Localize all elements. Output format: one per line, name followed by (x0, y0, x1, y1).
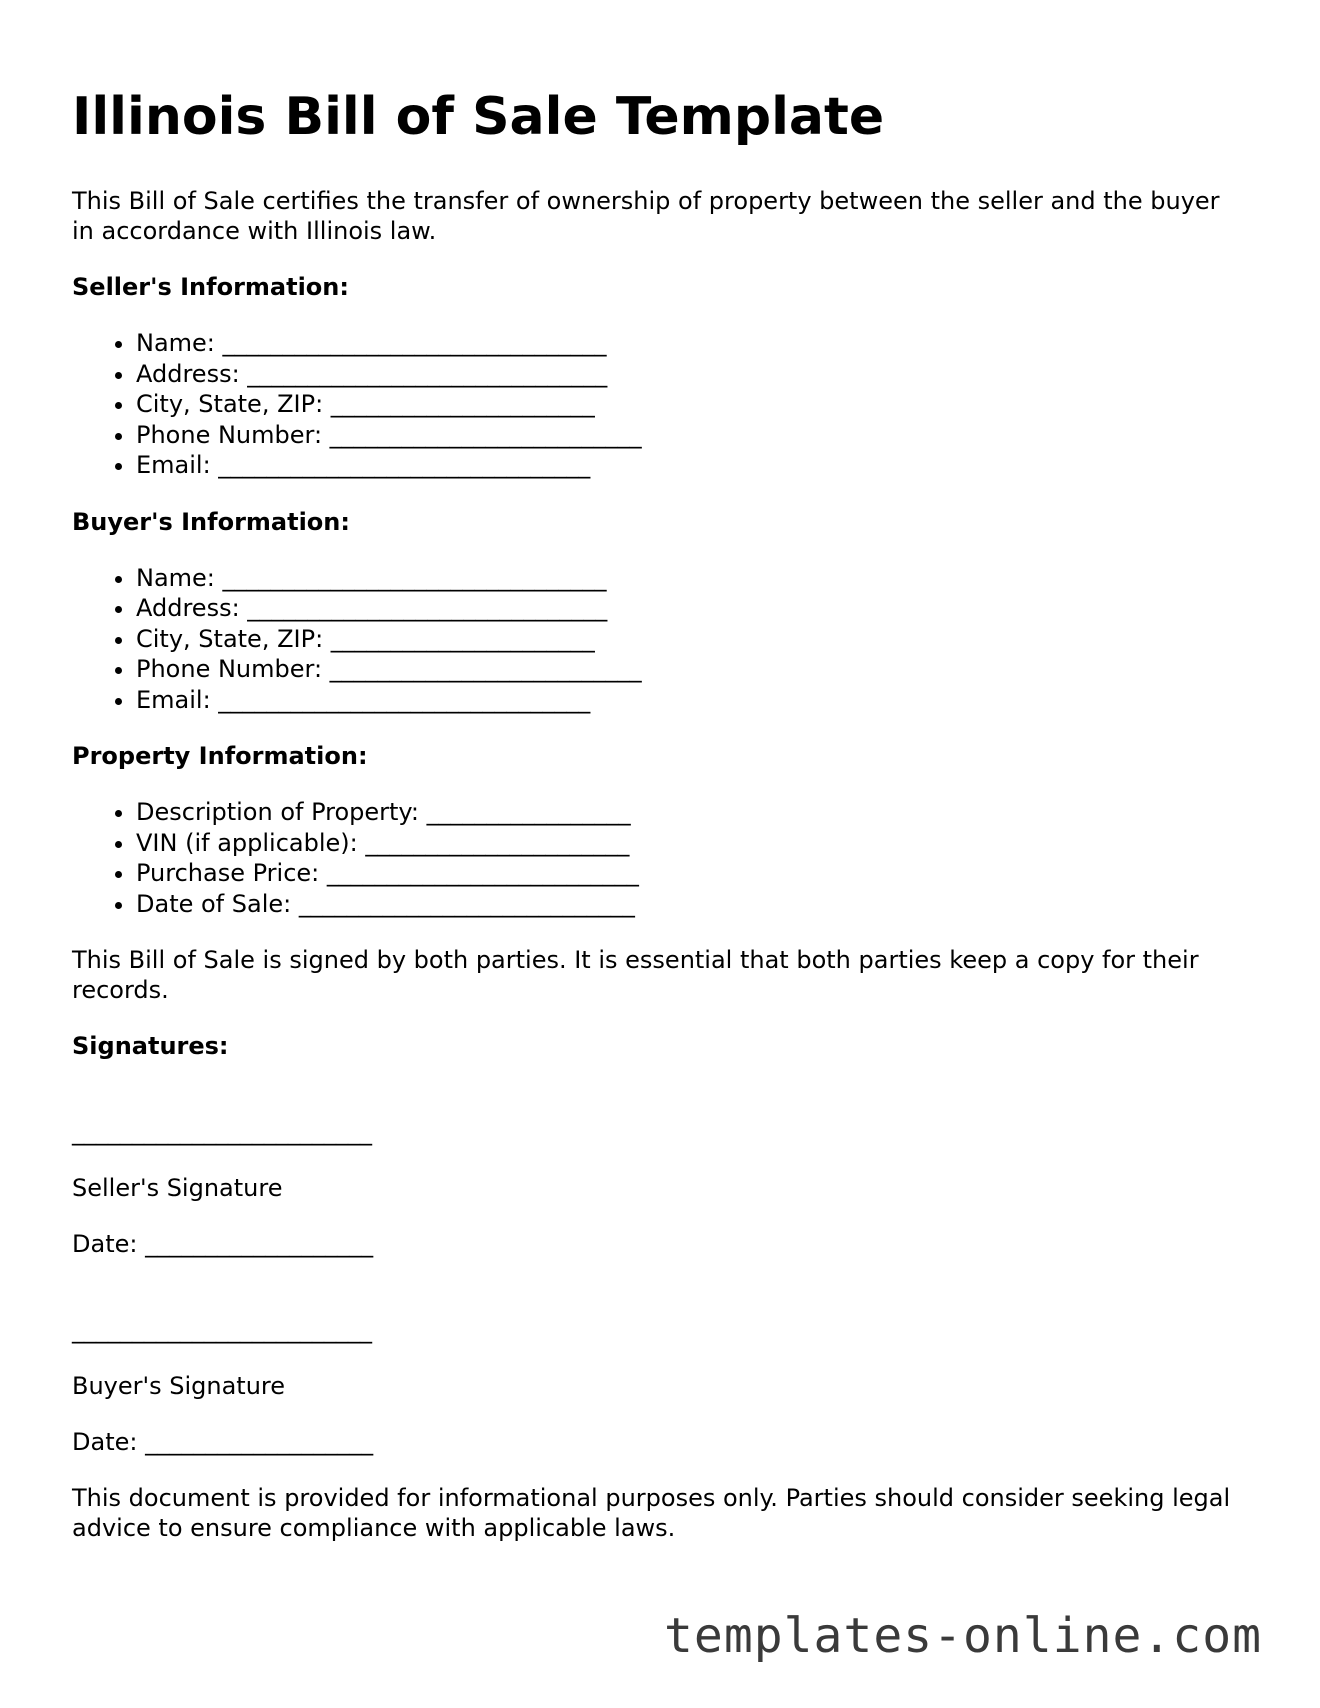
seller-phone-field: • Phone Number: __________________________ (136, 420, 1248, 451)
property-vin-field: • VIN (if applicable): ______________________ (136, 828, 1248, 859)
property-fields-list (72, 797, 1248, 919)
seller-signature-line: _________________________ (72, 1118, 372, 1147)
property-section-heading: Property Information: (72, 742, 368, 771)
signed-note-paragraph: This Bill of Sale is signed by both parties. It is essential that both parties keep a copy for their records. (72, 946, 1199, 1005)
seller-signature-date: Date: ___________________ (72, 1230, 374, 1259)
seller-city-state-zip-field: • City, State, ZIP: ______________________ (136, 389, 1248, 420)
document-page (72, 86, 1248, 1569)
buyer-fields-list (72, 563, 1248, 716)
seller-name-field: • Name: ________________________________ (136, 328, 1248, 359)
seller-address-field: • Address: ______________________________ (136, 359, 1248, 390)
property-description-field: • Description of Property: _________________ (136, 797, 1248, 828)
buyer-signature-label: Buyer's Signature (72, 1372, 286, 1401)
buyer-signature-line: _________________________ (72, 1316, 372, 1345)
seller-fields-list (72, 328, 1248, 481)
buyer-section-heading: Buyer's Information: (72, 507, 350, 536)
seller-email-field: • Email: _______________________________ (136, 450, 1248, 481)
intro-paragraph: This Bill of Sale certifies the transfer of ownership of property between the seller and the buyer in accordance with Illinois law. (72, 187, 1220, 246)
buyer-signature-date: Date: ___________________ (72, 1428, 374, 1457)
watermark: templates-online.com (664, 1608, 1262, 1664)
buyer-address-field: • Address: ______________________________ (136, 593, 1248, 624)
seller-signature-label: Seller's Signature (72, 1174, 283, 1203)
buyer-name-field: • Name: ________________________________ (136, 563, 1248, 594)
seller-section-heading: Seller's Information: (72, 273, 349, 302)
buyer-city-state-zip-field: • City, State, ZIP: ______________________ (136, 624, 1248, 655)
disclaimer-paragraph: This document is provided for informational purposes only. Parties should consider seeking legal advice to ensure compliance with applicable laws. (72, 1484, 1231, 1543)
buyer-email-field: • Email: _______________________________ (136, 685, 1248, 716)
signatures-heading: Signatures: (72, 1032, 229, 1061)
property-date-field: • Date of Sale: ____________________________ (136, 889, 1248, 920)
buyer-phone-field: • Phone Number: __________________________ (136, 654, 1248, 685)
property-price-field: • Purchase Price: __________________________ (136, 858, 1248, 889)
document-title: Illinois Bill of Sale Template (72, 87, 885, 147)
